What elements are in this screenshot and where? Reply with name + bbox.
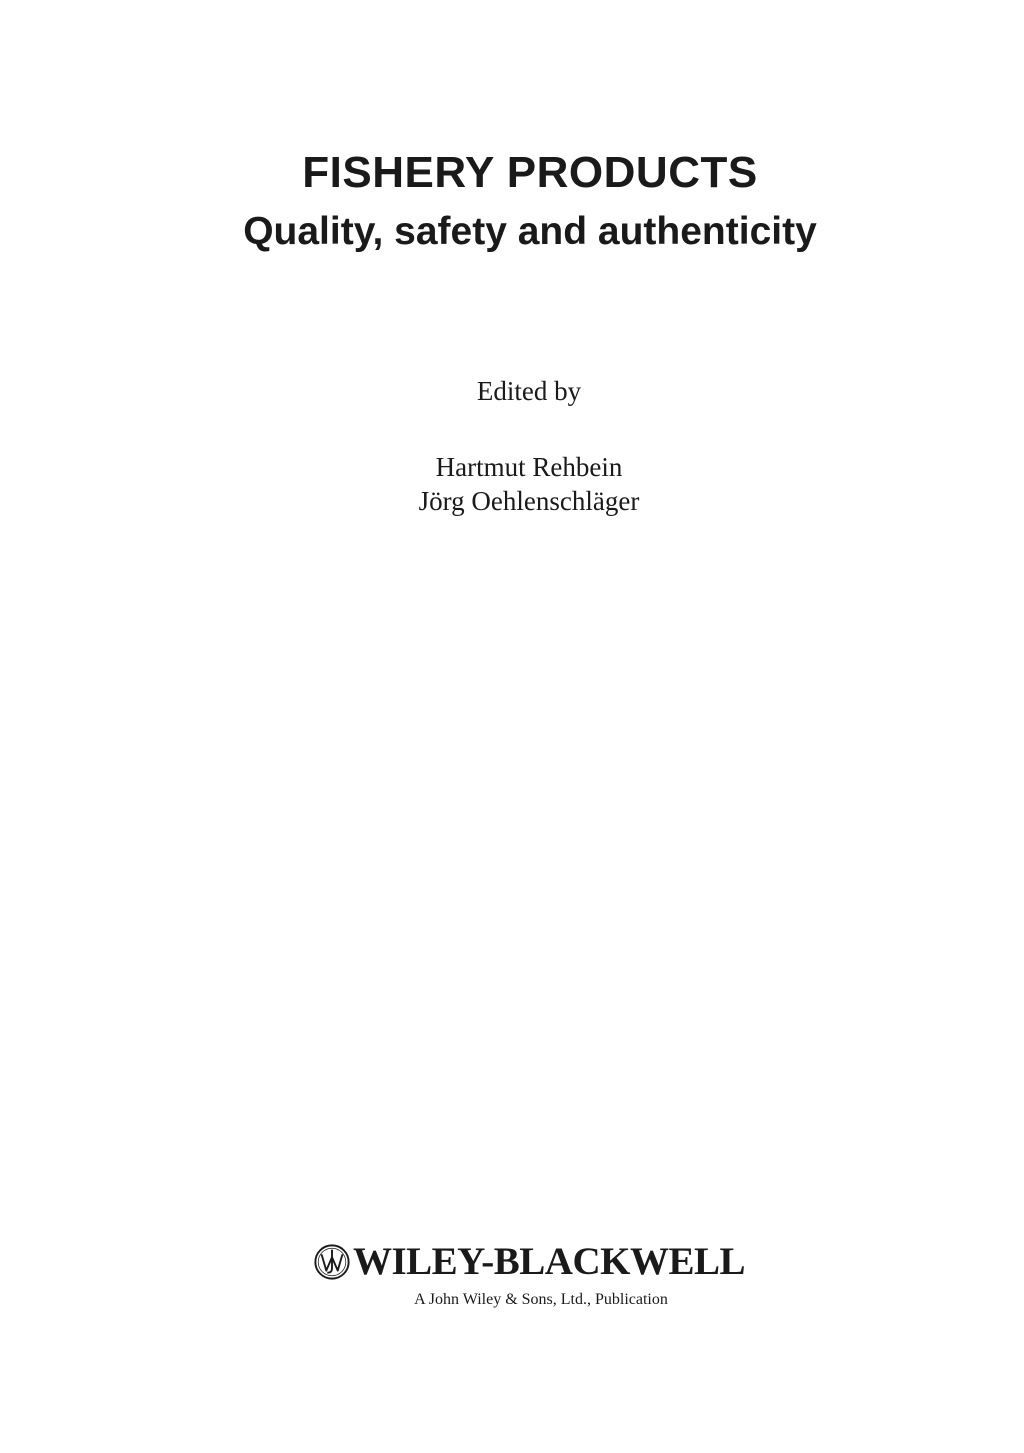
publisher-tagline: A John Wiley & Sons, Ltd., Publication <box>414 1291 668 1308</box>
publisher-logo-row <box>279 1240 745 1284</box>
title-block <box>0 146 1024 258</box>
editor-name: Hartmut Rehbein <box>435 452 623 482</box>
editor-name: Jörg Oehlenschläger <box>418 486 640 516</box>
book-subtitle: Quality, safety and authenticity <box>243 210 817 253</box>
wiley-jw-logo-icon <box>313 1243 351 1281</box>
book-title: FISHERY PRODUCTS <box>302 148 758 197</box>
publisher-block <box>0 1240 1024 1310</box>
editors-block <box>0 374 1024 518</box>
editor-list <box>0 450 1024 518</box>
edited-by-label: Edited by <box>476 376 582 406</box>
publisher-name: WILEY-BLACKWELL <box>352 1240 745 1283</box>
